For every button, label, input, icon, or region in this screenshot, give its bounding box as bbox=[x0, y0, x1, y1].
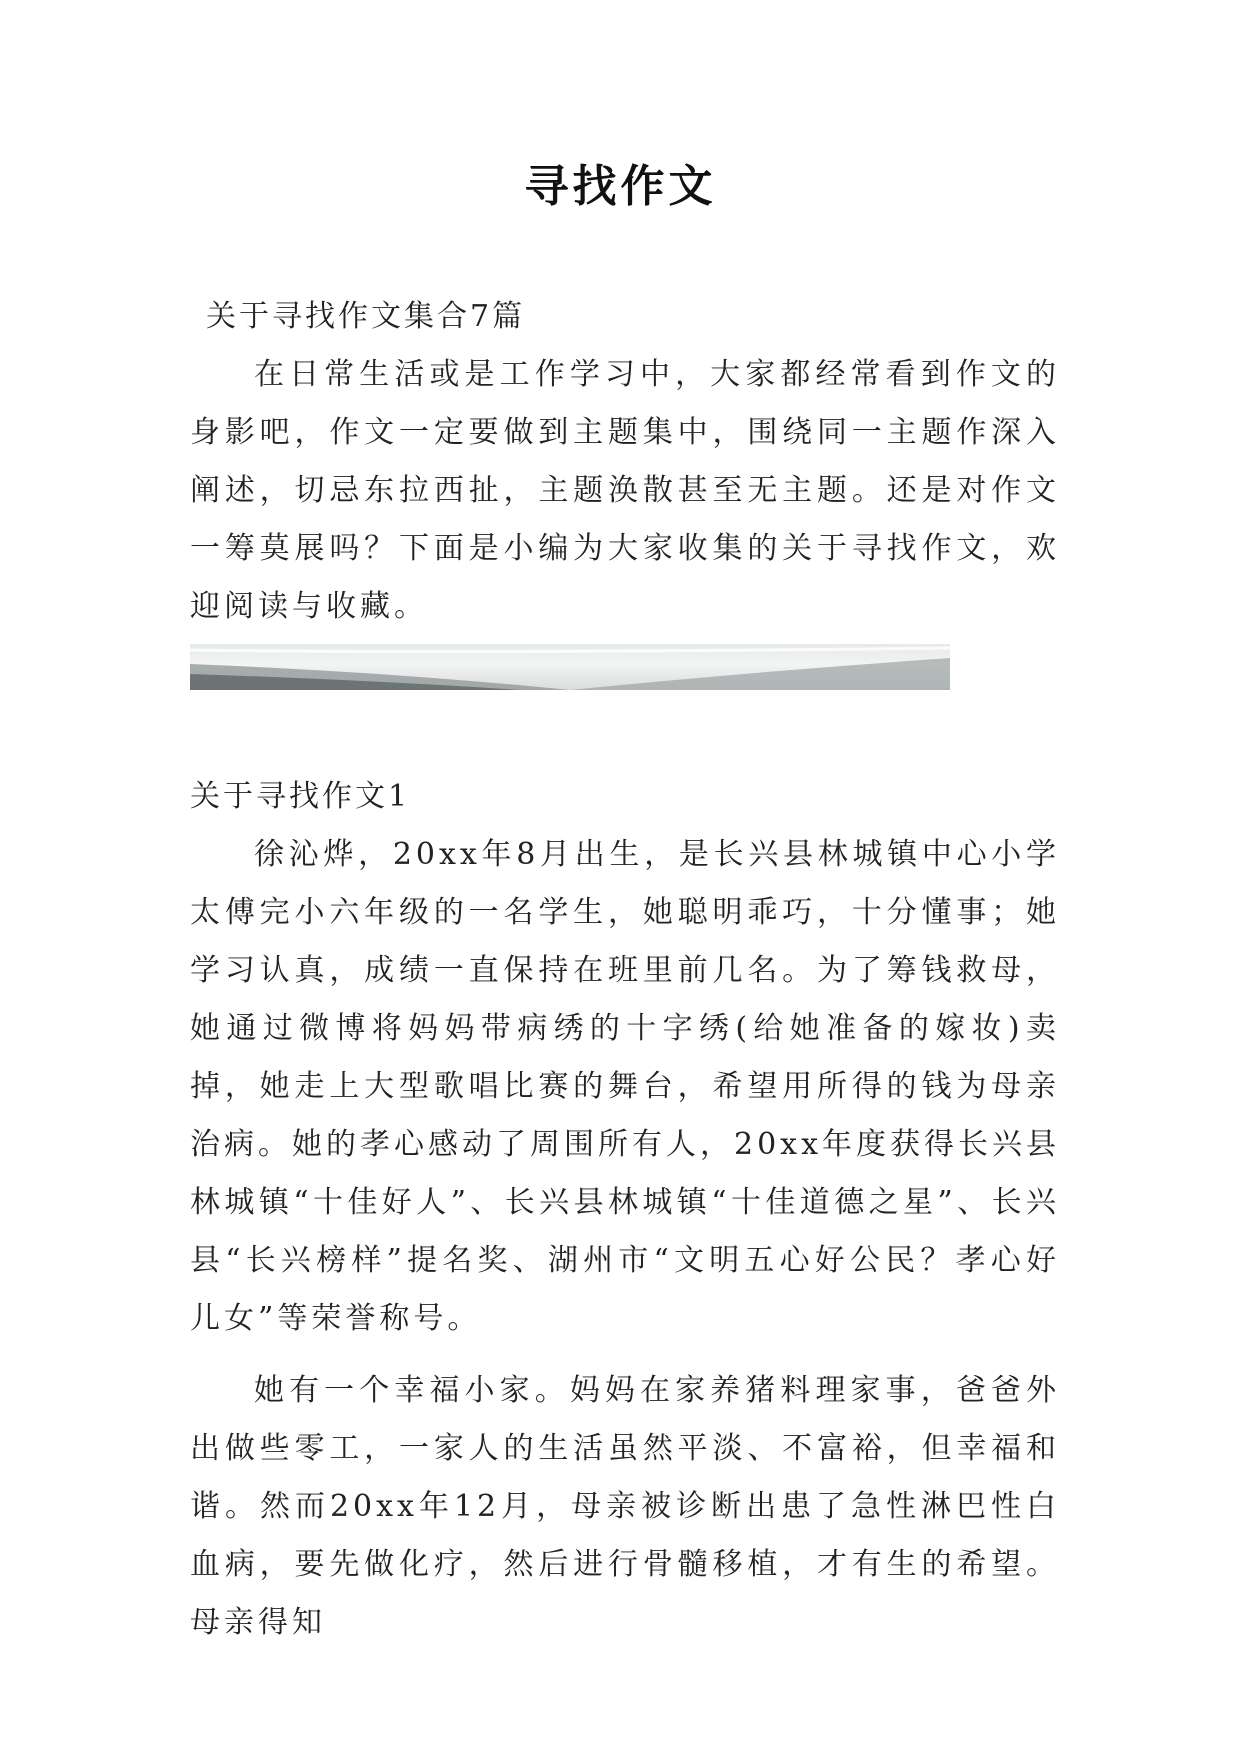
page-title: 寻找作文 bbox=[524, 161, 717, 212]
section-heading: 关于寻找作文1 bbox=[190, 779, 411, 814]
banner-image bbox=[190, 644, 950, 690]
section-paragraph: 她有一个幸福小家。妈妈在家养猪料理家事，爸爸外出做些零工，一家人的生活虽然平淡、不富裕，但幸福和谐。然而20xx年12月，母亲被诊断出患了急性淋巴性白血病，要先做化疗，然后进行骨髓移植，才有生的希望。母亲得知 bbox=[190, 1373, 1060, 1640]
paper-stack-image bbox=[190, 644, 950, 690]
document-subtitle: 关于寻找作文集合7篇 bbox=[206, 299, 526, 334]
intro-paragraph: 在日常生活或是工作学习中，大家都经常看到作文的身影吧，作文一定要做到主题集中，围绕同一主题作深入阐述，切忌东拉西扯，主题涣散甚至无主题。还是对作文一筹莫展吗？下面是小编为大家收集的关于寻找作文，欢迎阅读与收藏。 bbox=[190, 357, 1060, 624]
document-body bbox=[190, 288, 1060, 1652]
section-paragraph: 徐沁烨，20xx年8月出生，是长兴县林城镇中心小学太傅完小六年级的一名学生，她聪明乖巧，十分懂事；她学习认真，成绩一直保持在班里前几名。为了筹钱救母，她通过微博将妈妈带病绣的十字绣(给她准备的嫁妆)卖掉，她走上大型歌唱比赛的舞台，希望用所得的钱为母亲治病。她的孝心感动了周围所有人，20xx年度获得长兴县林城镇“十佳好人”、长兴县林城镇“十佳道德之星”、长兴县“长兴榜样”提名奖、湖州市“文明五心好公民？孝心好儿女”等荣誉称号。 bbox=[190, 837, 1061, 1336]
